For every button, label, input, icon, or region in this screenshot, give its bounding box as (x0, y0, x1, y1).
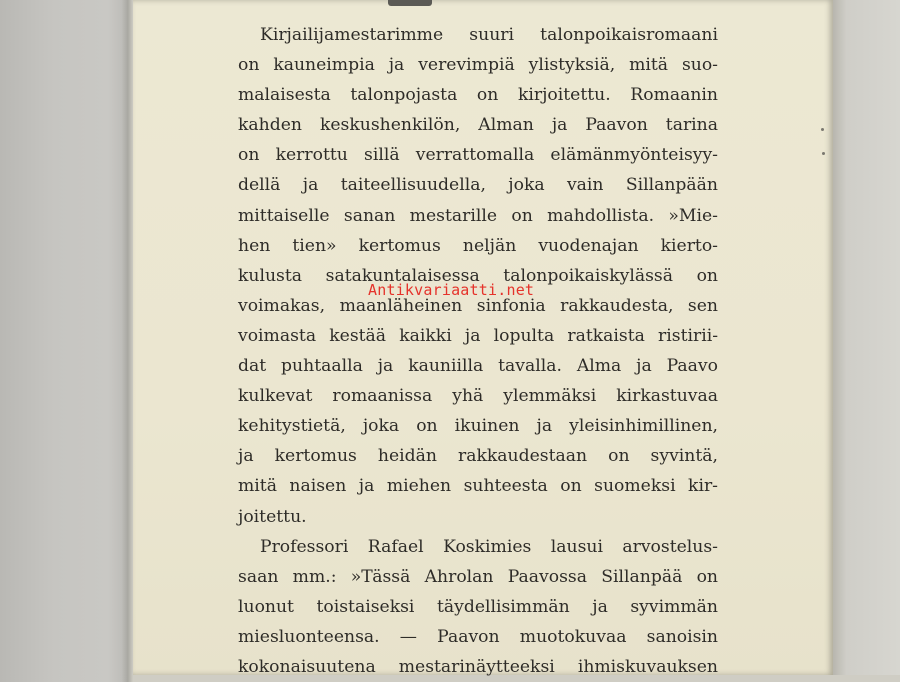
text-line: hen tien» kertomus neljän vuodenajan kierto- (238, 235, 718, 256)
text-line: kulkevat romaanissa yhä ylemmäksi kirkastuvaa (238, 386, 718, 407)
blurb-text (238, 20, 718, 682)
text-line: saan mm.: »Tässä Ahrolan Paavossa Sillanpää on (238, 566, 718, 587)
text-line: voimakas, maanläheinen sinfonia rakkaudesta, sen (238, 295, 718, 316)
text-line: dat puhtaalla ja kauniilla tavalla. Alma ja Paavo (238, 356, 718, 377)
text-line: voimasta kestää kaikki ja lopulta ratkaista ristirii- (238, 325, 718, 346)
text-line: kahden keskushenkilön, Alman ja Paavon tarina (238, 115, 718, 136)
text-line: dellä ja taiteellisuudella, joka vain Sillanpään (238, 175, 718, 196)
text-line: kulusta satakuntalaisessa talonpoikaiskylässä on (238, 265, 718, 286)
text-line: ja kertomus heidän rakkaudestaan on syvintä, (238, 446, 718, 467)
text-line: miesluonteensa. — Paavon muotokuvaa sanoisin (238, 626, 718, 647)
text-line: on kauneimpia ja verevimpiä ylistyksiä, mitä suo- (238, 55, 718, 76)
text-line: kokonaisuutena mestarinäytteeksi ihmiskuvauksen (238, 656, 718, 677)
text-line: Professori Rafael Koskimies lausui arvostelus- (260, 536, 718, 557)
watermark-text: Antikvariaatti.net (368, 281, 535, 299)
paper-speck (821, 128, 824, 131)
text-line: joitettu. (238, 506, 307, 527)
background-surface (833, 0, 900, 675)
text-line: malaisesta talonpojasta on kirjoitettu. Romaanin (238, 85, 718, 106)
text-line: on kerrottu sillä verrattomalla elämänmyönteisyy- (238, 145, 718, 166)
text-line: kehitystietä, joka on ikuinen ja yleisinhimillinen, (238, 416, 718, 437)
paper-speck (822, 152, 825, 155)
text-line: Kirjailijamestarimme suuri talonpoikaisromaani (260, 25, 718, 45)
cover-top-mark (388, 0, 432, 6)
text-line: luonut toistaiseksi täydellisimmän ja syvimmän (238, 596, 718, 617)
text-line: mittaiselle sanan mestarille on mahdollista. »Mie- (238, 205, 718, 226)
text-line: mitä naisen ja miehen suhteesta on suomeksi kir- (238, 476, 718, 497)
